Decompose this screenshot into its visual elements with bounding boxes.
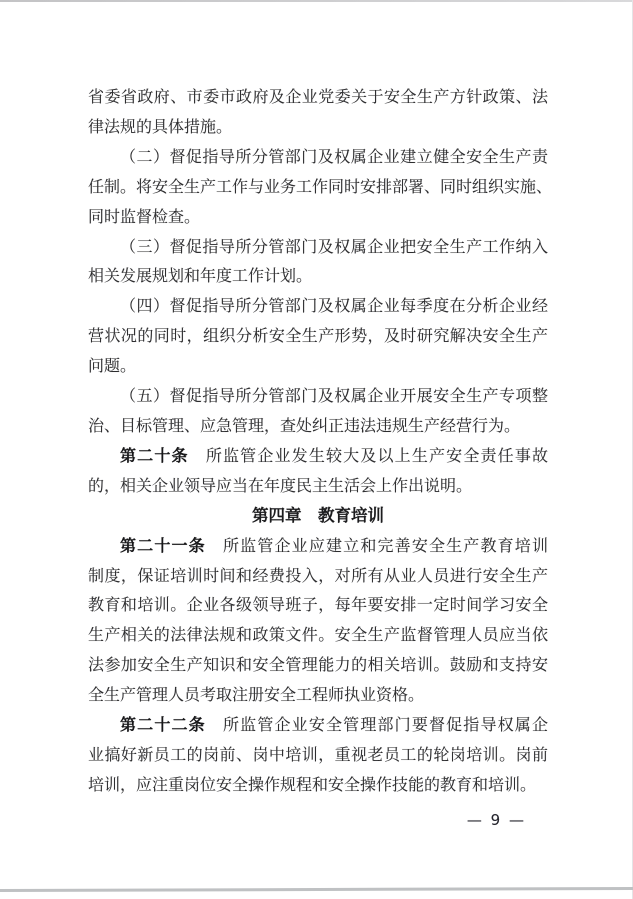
text-line <box>88 441 548 471</box>
page-number: — 9 — <box>466 811 526 829</box>
text-line: 法参加安全生产知识和安全管理能力的相关培训。鼓励和支持安 <box>88 655 548 675</box>
scan-top-edge <box>0 0 633 2</box>
text-line: （二）督促指导所分管部门及权属企业建立健全安全生产责 <box>120 146 548 166</box>
chapter-heading: 第四章 教育培训 <box>252 505 384 525</box>
line-text: 所监管企业应建立和完善安全生产教育培训 <box>205 535 548 555</box>
text-line: 教育和培训。企业各级领导班子，每年要安排一定时间学习安全 <box>88 595 548 615</box>
text-line: 省委省政府、市委市政府及企业党委关于安全生产方针政策、法 <box>88 87 548 106</box>
text-block <box>88 82 553 800</box>
article-number: 第二十一条 <box>120 535 206 555</box>
line-text: 所监管企业安全管理部门要督促指导权属企 <box>205 715 548 735</box>
text-line: 生产相关的法律法规和政策文件。安全生产监督管理人员应当依 <box>88 625 548 645</box>
text-line <box>88 531 548 561</box>
text-line: 相关发展规划和年度工作计划。 <box>88 266 313 286</box>
text-line: 问题。 <box>88 356 137 376</box>
line-text: 所监管企业发生较大及以上生产安全责任事故 <box>188 445 548 465</box>
text-line <box>88 710 548 740</box>
text-line: 治、目标管理、应急管理，查处纠正违法违规生产经营行为。 <box>88 415 521 435</box>
text-line: 业搞好新员工的岗前、岗中培训，重视老员工的轮岗培训。岗前 <box>88 744 548 764</box>
text-line: （五）督促指导所分管部门及权属企业开展安全生产专项整 <box>120 386 548 406</box>
text-line: 培训，应注重岗位安全操作规程和安全操作技能的教育和培训。 <box>88 774 537 794</box>
text-line: 任制。将安全生产工作与业务工作同时安排部署、同时组织实施、 <box>88 176 553 196</box>
text-line: （四）督促指导所分管部门及权属企业每季度在分析企业经 <box>120 296 548 316</box>
article-number: 第二十条 <box>120 445 189 465</box>
text-line: 的，相关企业领导应当在年度民主生活会上作出说明。 <box>88 475 473 495</box>
text-line: 同时监督检查。 <box>88 206 201 226</box>
text-line: 全生产管理人员考取注册安全工程师执业资格。 <box>88 685 425 705</box>
text-line: 营状况的同时，组织分析安全生产形势，及时研究解决安全生产 <box>88 326 548 346</box>
text-line: （三）督促指导所分管部门及权属企业把安全生产工作纳入 <box>120 236 548 256</box>
scan-bottom-edge <box>0 887 633 892</box>
text-line: 律法规的具体措施。 <box>88 116 233 136</box>
text-line: 制度，保证培训时间和经费投入，对所有从业人员进行安全生产 <box>88 565 548 585</box>
article-number: 第二十二条 <box>120 715 206 735</box>
